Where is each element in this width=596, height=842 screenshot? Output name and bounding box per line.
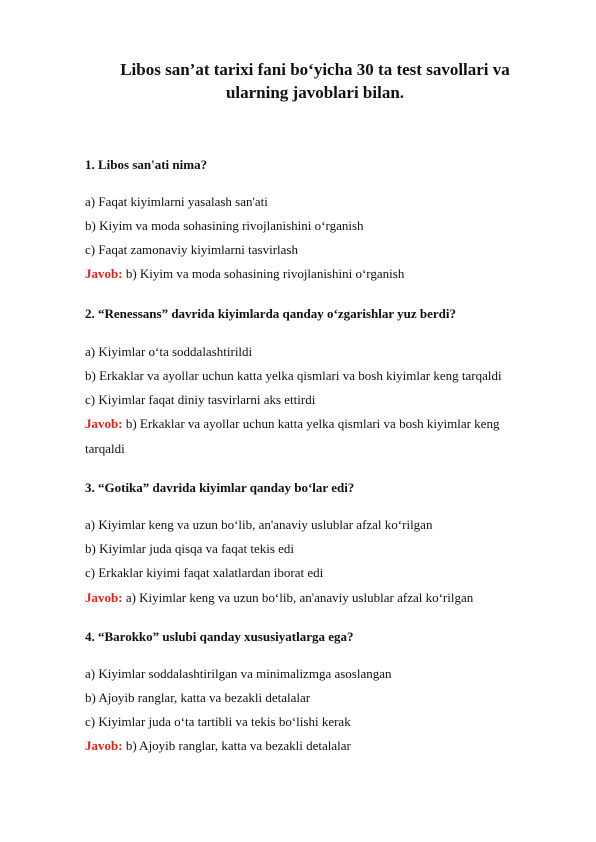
question-4-answer-text: b) Ajoyib ranglar, katta va bezakli detalalar [125, 738, 351, 753]
question-2-answer-text: b) Erkaklar va ayollar uchun katta yelka qismlari va bosh kiyimlar keng [125, 416, 500, 431]
question-2-option-b: b) Erkaklar va ayollar uchun katta yelka qismlari va bosh kiyimlar keng tarqaldi [85, 368, 502, 383]
question-3-answer-text: a) Kiyimlar keng va uzun bo‘lib, an'anaviy uslublar afzal ko‘rilgan [125, 590, 474, 605]
question-2-option-c: c) Kiyimlar faqat diniy tasvirlarni aks ettirdi [85, 392, 316, 407]
question-3-answer [85, 590, 473, 606]
question-3-option-b: b) Kiyimlar juda qisqa va faqat tekis edi [85, 541, 295, 556]
question-1-option-b: b) Kiyim va moda sohasining rivojlanishini o‘rganish [85, 218, 364, 233]
question-1-option-c: c) Faqat zamonaviy kiyimlarni tasvirlash [85, 242, 298, 257]
question-2-option-a: a) Kiyimlar o‘ta soddalashtirildi [85, 344, 253, 359]
question-3-option-c: c) Erkaklar kiyimi faqat xalatlardan iborat edi [85, 565, 324, 580]
question-3-option-a: a) Kiyimlar keng va uzun bo‘lib, an'anaviy uslublar afzal ko‘rilgan [85, 517, 433, 532]
document-title: Libos san’at tarixi fani bo‘yicha 30 ta test savollari va ularning javoblari bilan. [120, 60, 510, 102]
question-1-option-a: a) Faqat kiyimlarni yasalash san'ati [85, 194, 268, 209]
answer-label: Javob: [85, 590, 123, 605]
question-1-answer [85, 266, 404, 282]
question-4-option-a: a) Kiyimlar soddalashtirilgan va minimalizmga asoslangan [85, 666, 392, 681]
question-4-option-c: c) Kiyimlar juda o‘ta tartibli va tekis bo‘lishi kerak [85, 714, 351, 729]
question-2-answer [85, 416, 499, 432]
question-2-answer-continued: tarqaldi [85, 441, 125, 456]
question-1-title: 1. Libos san'ati nima? [85, 157, 208, 172]
answer-label: Javob: [85, 416, 123, 431]
answer-label: Javob: [85, 266, 123, 281]
question-1-answer-text: b) Kiyim va moda sohasining rivojlanishini o‘rganish [125, 266, 405, 281]
question-3-title: 3. “Gotika” davrida kiyimlar qanday bo‘lar edi? [85, 480, 355, 495]
answer-label: Javob: [85, 738, 123, 753]
question-4-title: 4. “Barokko” uslubi qanday xususiyatlarga ega? [85, 629, 354, 644]
question-4-answer [85, 738, 351, 754]
question-2-title: 2. “Renessans” davrida kiyimlarda qanday o‘zgarishlar yuz berdi? [85, 306, 457, 321]
question-4-option-b: b) Ajoyib ranglar, katta va bezakli detalalar [85, 690, 311, 705]
